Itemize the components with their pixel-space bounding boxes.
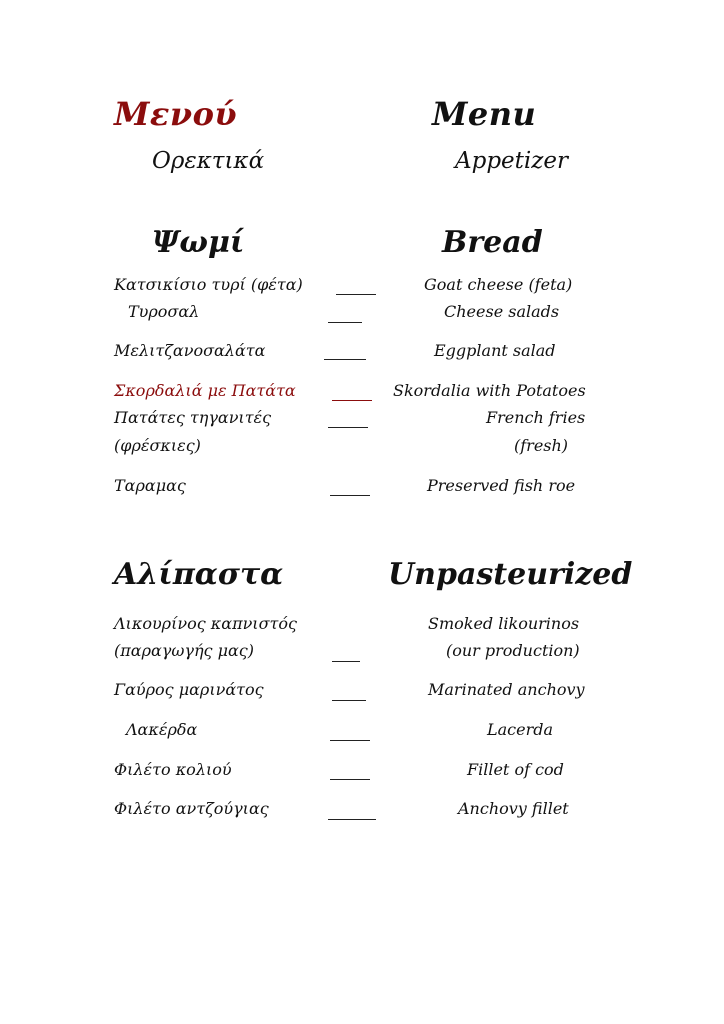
item-fillet-of-cod-english: Fillet of cod (467, 760, 564, 779)
bread-heading-greek: Ψωμί (152, 225, 245, 260)
item-goat-cheese-english: Goat cheese (feta) (424, 275, 573, 294)
menu-title-greek: Μενού (114, 95, 238, 133)
item-french-fries-greek: Πατάτες τηγανιτές (114, 408, 272, 427)
item-anchovy-fillet-english: Anchovy fillet (458, 799, 569, 818)
unpasteurized-heading-english: Unpasteurized (388, 557, 633, 592)
item-fish-roe-greek: Ταραμας (114, 476, 186, 495)
price-blank (330, 495, 370, 496)
item-eggplant-salad-greek: Μελιτζανοσαλάτα (114, 341, 266, 360)
item-lacerda-greek: Λακέρδα (126, 720, 198, 739)
price-blank (332, 661, 360, 662)
item-french-fries-english: French fries (486, 408, 586, 427)
item-smoked-likourinos-greek-note: (παραγωγής μας) (114, 641, 254, 660)
menu-title-english: Menu (432, 95, 537, 133)
item-goat-cheese-greek: Κατσικίσιο τυρί (φέτα) (114, 275, 303, 294)
price-blank (324, 359, 366, 360)
price-blank (330, 740, 370, 741)
price-blank (330, 779, 370, 780)
item-eggplant-salad-english: Eggplant salad (434, 341, 556, 360)
price-blank (336, 294, 376, 295)
item-french-fries-english-note: (fresh) (514, 436, 569, 455)
item-skordalia-greek: Σκορδαλιά με Πατάτα (114, 381, 296, 400)
price-blank (328, 322, 362, 323)
price-blank (328, 427, 368, 428)
price-blank (332, 400, 372, 401)
appetizer-subtitle-english: Appetizer (455, 148, 568, 174)
price-blank (328, 819, 376, 820)
price-blank (332, 700, 366, 701)
bread-heading-english: Bread (442, 225, 543, 260)
item-cheese-salad-greek: Τυροσαλ (128, 302, 200, 321)
item-french-fries-greek-note: (φρέσκιες) (114, 436, 201, 455)
item-smoked-likourinos-english: Smoked likourinos (428, 614, 580, 633)
item-marinated-anchovy-english: Marinated anchovy (428, 680, 585, 699)
unpasteurized-heading-greek: Αλίπαστα (114, 557, 284, 592)
item-anchovy-fillet-greek: Φιλέτο αντζούγιας (114, 799, 269, 818)
item-skordalia-english: Skordalia with Potatoes (393, 381, 586, 400)
item-lacerda-english: Lacerda (487, 720, 554, 739)
item-cheese-salad-english: Cheese salads (444, 302, 560, 321)
item-smoked-likourinos-english-note: (our production) (446, 641, 580, 660)
item-marinated-anchovy-greek: Γαύρος μαρινάτος (114, 680, 264, 699)
item-fish-roe-english: Preserved fish roe (427, 476, 576, 495)
item-fillet-of-cod-greek: Φιλέτο κολιού (114, 760, 232, 779)
item-smoked-likourinos-greek: Λικουρίνος καπνιστός (114, 614, 297, 633)
appetizer-subtitle-greek: Ορεκτικά (152, 148, 265, 174)
